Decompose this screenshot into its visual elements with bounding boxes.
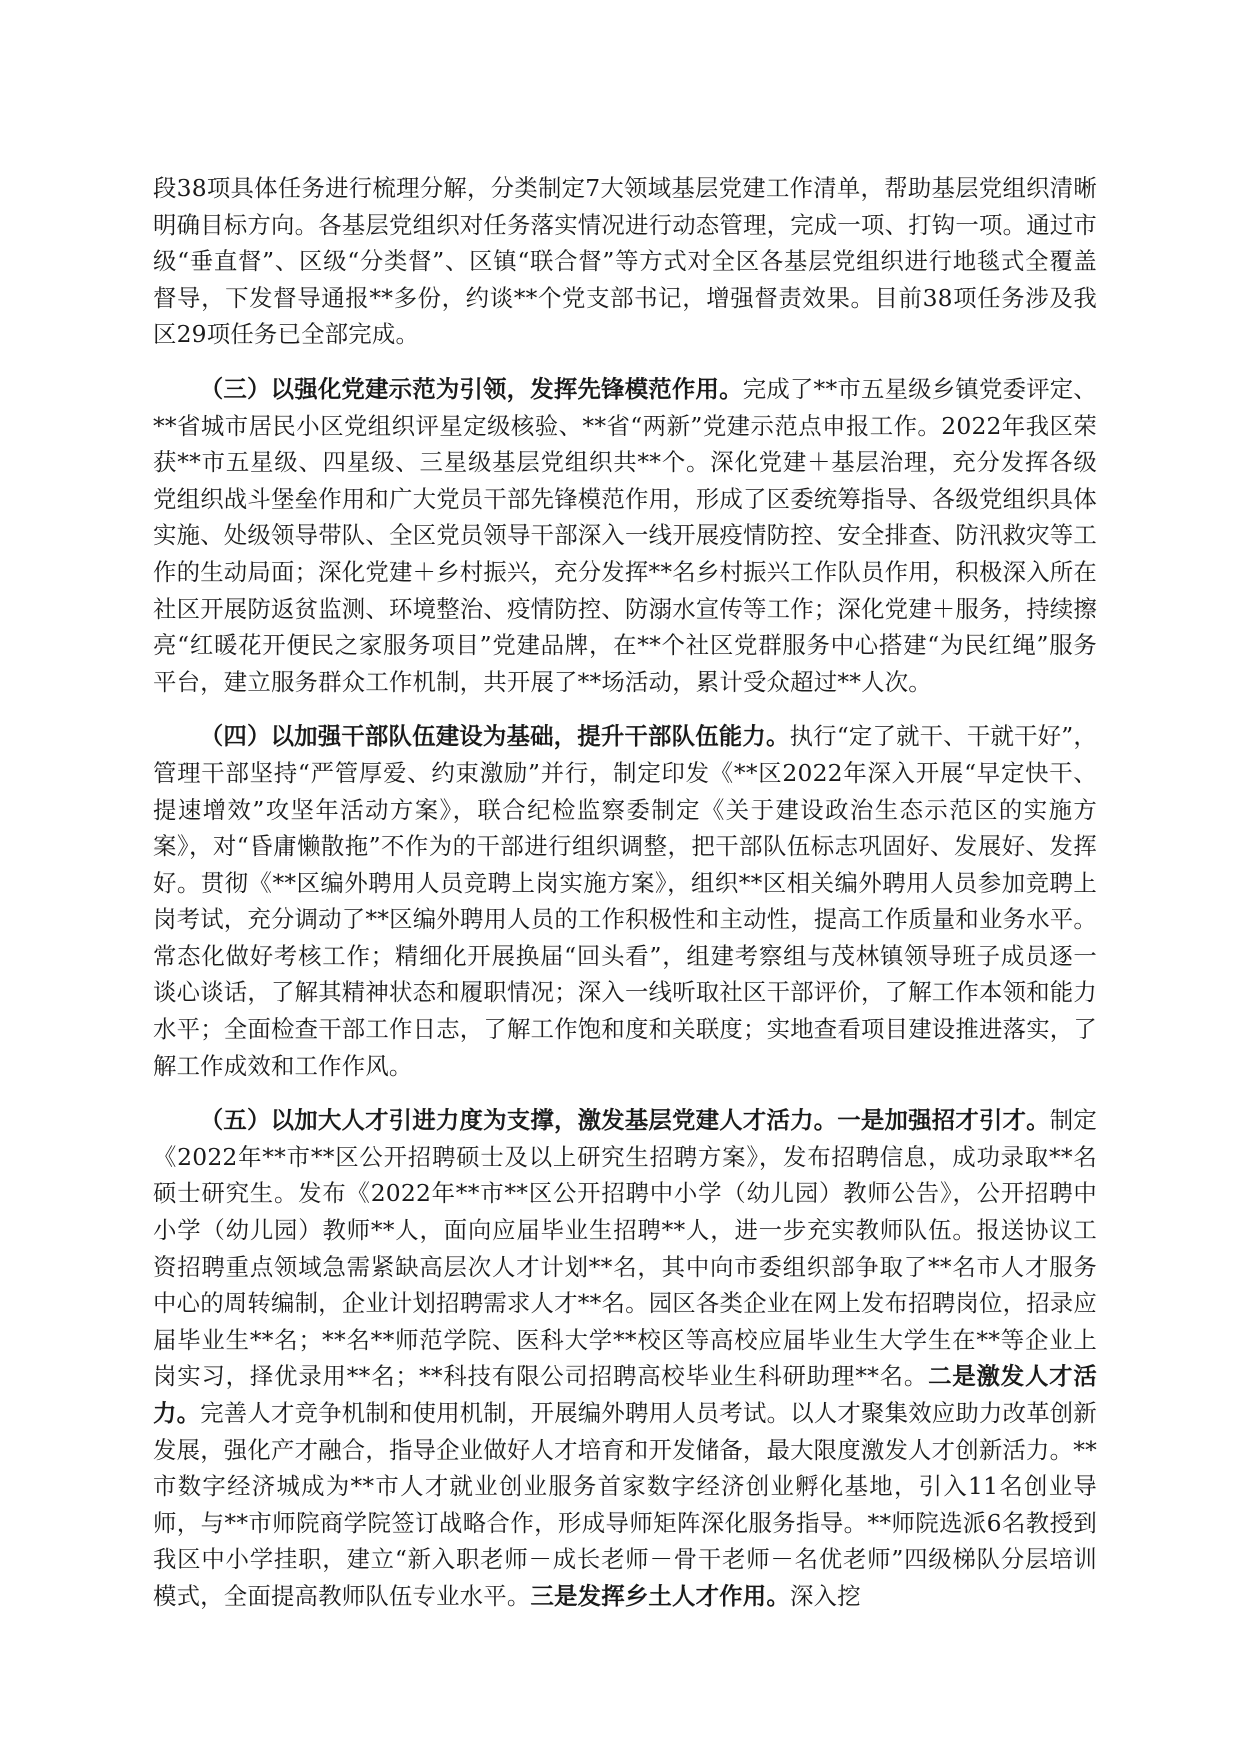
subheading-talent-vitality: 二是激发人才活力。 — [153, 1362, 1097, 1427]
paragraph-task-completion — [153, 170, 1097, 353]
paragraph-text: 完成了**市五星级乡镇党委评定、**省城市居民小区党组织评星定级核验、**省“两新”党建示范点申报工作。2022年我区荣获**市五星级、四星级、三星级基层党组织共**个。深化党建＋基层治理，充分发挥各级党组织战斗堡垒作用和广大党员干部先锋模范作用，形成了区委统筹指导、各级党组织具体实施、处级领导带队、全区党员领导干部深入一线开展疫情防控、安全排查、防汛救灾等工作的生动局面；深化党建＋乡村振兴，充分发挥**名乡村振兴工作队员作用，积极深入所在社区开展防返贫监测、环境整治、疫情防控、防溺水宣传等工作；深化党建＋服务，持续擦亮“红暖花开便民之家服务项目”党建品牌，在**个社区党群服务中心搭建“为民红绳”服务平台，建立服务群众工作机制，共开展了**场活动，累计受众超过**人次。 — [153, 374, 1097, 696]
paragraph-text: 执行“定了就干、干就干好”，管理干部坚持“严管厚爱、约束激励”并行，制定印发《**区2022年深入开展“早定快干、提速增效”攻坚年活动方案》，联合纪检监察委制定《关于建设政治生态示范区的实施方案》，对“昏庸懒散拖”不作为的干部进行组织调整，把干部队伍标志巩固好、发展好、发挥好。贯彻《**区编外聘用人员竞聘上岗实施方案》，组织**区相关编外聘用人员参加竞聘上岗考试，充分调动了**区编外聘用人员的工作积极性和主动性，提高工作质量和业务水平。常态化做好考核工作；精细化开展换届“回头看”，组建考察组与茂林镇领导班子成员逐一谈心谈话，了解其精神状态和履职情况；深入一线听取社区干部评价，了解工作本领和能力水平；全面检查干部工作日志，了解工作饱和度和关联度；实地查看项目建设推进落实，了解工作成效和工作作风。 — [153, 722, 1098, 1080]
section-heading-3: （三）以强化党建示范为引领，发挥先锋模范作用。 — [199, 374, 743, 403]
paragraph-text: 段38项具体任务进行梳理分解，分类制定7大领域基层党建工作清单，帮助基层党组织清晰明确目标方向。各基层党组织对任务落实情况进行动态管理，完成一项、打钩一项。通过市级“垂直督”、区级“分类督”、区镇“联合督”等方式对全区各基层党组织进行地毯式全覆盖督导，下发督导通报**多份，约谈**个党支部书记，增强督责效果。目前38项任务涉及我区29项任务已全部完成。 — [153, 174, 1097, 349]
paragraph-talent-introduction — [153, 1102, 1097, 1614]
paragraph-party-demonstration — [153, 371, 1097, 700]
paragraph-text: 完善人才竞争机制和使用机制，开展编外聘用人员考试。以人才聚集效应助力改革创新发展，强化产才融合，指导企业做好人才培育和开发储备，最大限度激发人才创新活力。**市数字经济城成为**市人才就业创业服务首家数字经济创业孵化基地，引入11名创业导师，与**市师院商学院签订战略合作，形成导师矩阵深化服务指导。**师院选派6名教授到我区中小学挂职，建立“新入职老师－成长老师－骨干老师－名优老师”四级梯队分层培训模式，全面提高教师队伍专业水平。 — [153, 1399, 1097, 1610]
section-heading-4: （四）以加强干部队伍建设为基础，提升干部队伍能力。 — [199, 722, 790, 751]
paragraph-text: 制定《2022年**市**区公开招聘硕士及以上研究生招聘方案》，发布招聘信息，成功录取**名硕士研究生。发布《2022年**市**区公开招聘中小学（幼儿园）教师公告》，公开招聘中小学（幼儿园）教师**人，面向应届毕业生招聘**人，进一步充实教师队伍。报送协议工资招聘重点领域急需紧缺高层次人才计划**名，其中向市委组织部争取了**名市人才服务中心的周转编制，企业计划招聘需求人才**名。园区各类企业在网上发布招聘岗位，招录应届毕业生**名；**名**师范学院、医科大学**校区等高校应届毕业生大学生在**等企业上岗实习，择优录用**名；**科技有限公司招聘高校毕业生科研助理**名。 — [153, 1106, 1097, 1391]
paragraph-cadre-building — [153, 718, 1097, 1084]
section-heading-5: （五）以加大人才引进力度为支撑，激发基层党建人才活力。一是加强招才引才。 — [199, 1106, 1050, 1135]
document-body — [153, 170, 1097, 1615]
paragraph-text: 深入挖 — [789, 1581, 861, 1610]
subheading-local-talent: 三是发挥乡土人才作用。 — [530, 1581, 790, 1610]
